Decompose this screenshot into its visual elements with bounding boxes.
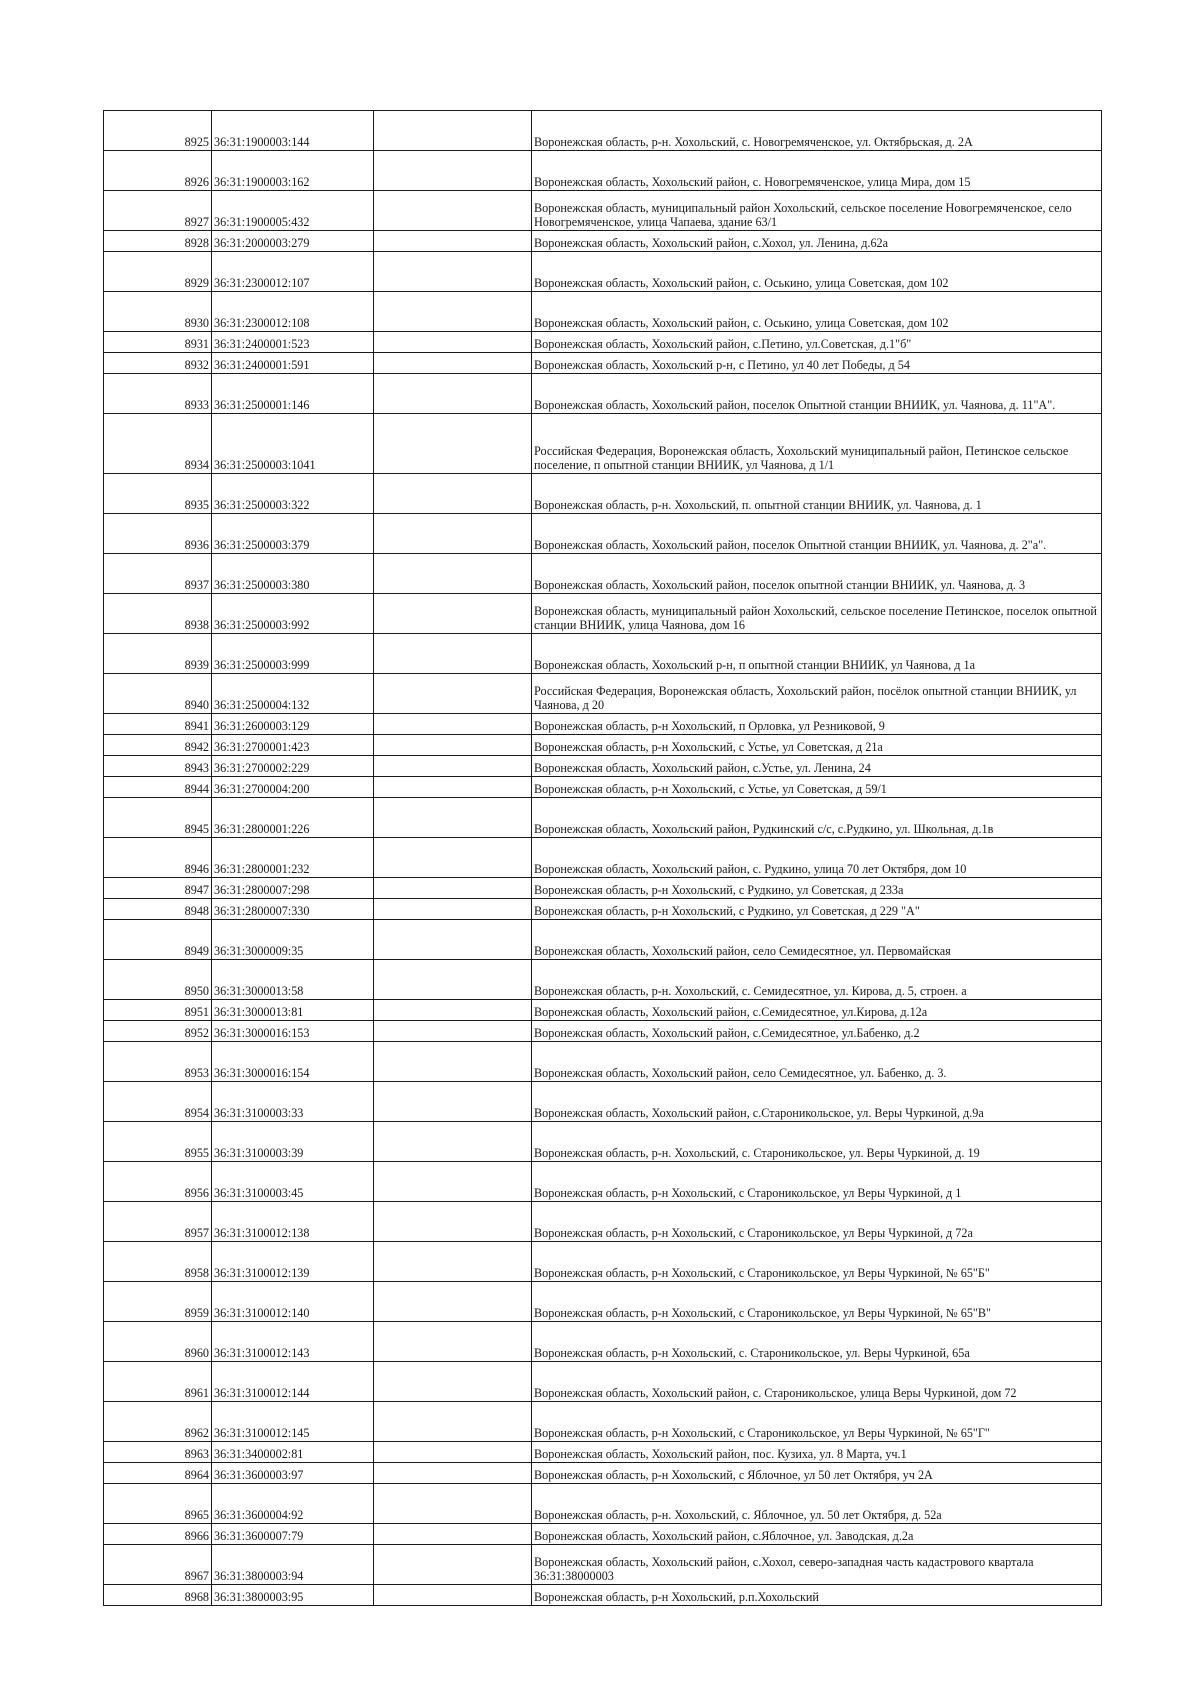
row-number-cell: 8929 — [104, 252, 212, 292]
cadastral-number-cell: 36:31:3000013:58 — [212, 960, 374, 1000]
table-row — [104, 514, 1102, 554]
empty-cell — [374, 151, 532, 191]
address-cell: Воронежская область, Хохольский р-н, с Петино, ул 40 лет Победы, д 54 — [532, 353, 1102, 374]
row-number-cell: 8926 — [104, 151, 212, 191]
cadastral-number-cell: 36:31:2000003:279 — [212, 231, 374, 252]
table-row — [104, 191, 1102, 231]
empty-cell — [374, 899, 532, 920]
table-row — [104, 474, 1102, 514]
table-row — [104, 878, 1102, 899]
address-cell: Воронежская область, р-н Хохольский, с Рудкино, ул Советская, д 229 "А" — [532, 899, 1102, 920]
row-number-cell: 8941 — [104, 714, 212, 735]
row-number-cell: 8964 — [104, 1463, 212, 1484]
registry-table-body — [104, 111, 1102, 1606]
row-number-cell: 8939 — [104, 634, 212, 674]
row-number-cell: 8948 — [104, 899, 212, 920]
cadastral-number-cell: 36:31:2800007:330 — [212, 899, 374, 920]
cadastral-number-cell: 36:31:3600004:92 — [212, 1484, 374, 1524]
empty-cell — [374, 1524, 532, 1545]
empty-cell — [374, 554, 532, 594]
cadastral-number-cell: 36:31:2600003:129 — [212, 714, 374, 735]
address-cell: Воронежская область, Хохольский район, с.Хохол, северо-западная часть кадастрового квартала 36:31:38000003 — [532, 1545, 1102, 1585]
row-number-cell: 8942 — [104, 735, 212, 756]
table-row — [104, 1402, 1102, 1442]
row-number-cell: 8931 — [104, 332, 212, 353]
empty-cell — [374, 756, 532, 777]
table-row — [104, 899, 1102, 920]
row-number-cell: 8968 — [104, 1585, 212, 1606]
row-number-cell: 8950 — [104, 960, 212, 1000]
cadastral-number-cell: 36:31:3600007:79 — [212, 1524, 374, 1545]
table-row — [104, 634, 1102, 674]
empty-cell — [374, 1082, 532, 1122]
address-cell: Воронежская область, р-н Хохольский, с Яблочное, ул 50 лет Октября, уч 2А — [532, 1463, 1102, 1484]
cadastral-number-cell: 36:31:3100012:138 — [212, 1202, 374, 1242]
row-number-cell: 8962 — [104, 1402, 212, 1442]
table-row — [104, 777, 1102, 798]
empty-cell — [374, 231, 532, 252]
table-row — [104, 1082, 1102, 1122]
cadastral-number-cell: 36:31:2700002:229 — [212, 756, 374, 777]
table-row — [104, 1042, 1102, 1082]
empty-cell — [374, 1484, 532, 1524]
empty-cell — [374, 920, 532, 960]
empty-cell — [374, 1322, 532, 1362]
row-number-cell: 8944 — [104, 777, 212, 798]
cadastral-number-cell: 36:31:3100003:33 — [212, 1082, 374, 1122]
row-number-cell: 8938 — [104, 594, 212, 634]
empty-cell — [374, 1021, 532, 1042]
cadastral-number-cell: 36:31:3000016:154 — [212, 1042, 374, 1082]
cadastral-number-cell: 36:31:3400002:81 — [212, 1442, 374, 1463]
address-cell: Воронежская область, муниципальный район Хохольский, сельское поселение Петинское, поселок опытной станции ВНИИК, улица Чаянова, дом 16 — [532, 594, 1102, 634]
cadastral-number-cell: 36:31:2500003:379 — [212, 514, 374, 554]
empty-cell — [374, 1242, 532, 1282]
address-cell: Воронежская область, р-н Хохольский, с. Староникольское, ул. Веры Чуркиной, 65а — [532, 1322, 1102, 1362]
cadastral-number-cell: 36:31:3000016:153 — [212, 1021, 374, 1042]
cadastral-number-cell: 36:31:2800001:232 — [212, 838, 374, 878]
row-number-cell: 8930 — [104, 292, 212, 332]
address-cell: Воронежская область, Хохольский район, село Семидесятное, ул. Бабенко, д. 3. — [532, 1042, 1102, 1082]
table-row — [104, 231, 1102, 252]
cadastral-number-cell: 36:31:1900003:162 — [212, 151, 374, 191]
row-number-cell: 8952 — [104, 1021, 212, 1042]
table-row — [104, 1484, 1102, 1524]
address-cell: Воронежская область, Хохольский район, с.Яблочное, ул. Заводская, д.2а — [532, 1524, 1102, 1545]
row-number-cell: 8932 — [104, 353, 212, 374]
address-cell: Воронежская область, р-н. Хохольский, с. Семидесятное, ул. Кирова, д. 5, строен. а — [532, 960, 1102, 1000]
table-row — [104, 414, 1102, 474]
table-row — [104, 674, 1102, 714]
address-cell: Воронежская область, р-н. Хохольский, п. опытной станции ВНИИК, ул. Чаянова, д. 1 — [532, 474, 1102, 514]
cadastral-number-cell: 36:31:2700004:200 — [212, 777, 374, 798]
empty-cell — [374, 353, 532, 374]
empty-cell — [374, 414, 532, 474]
empty-cell — [374, 878, 532, 899]
address-cell: Воронежская область, Хохольский район, с. Оськино, улица Советская, дом 102 — [532, 252, 1102, 292]
empty-cell — [374, 191, 532, 231]
address-cell: Воронежская область, Хохольский район, Рудкинский с/с, с.Рудкино, ул. Школьная, д.1в — [532, 798, 1102, 838]
row-number-cell: 8958 — [104, 1242, 212, 1282]
cadastral-number-cell: 36:31:3800003:94 — [212, 1545, 374, 1585]
cadastral-number-cell: 36:31:3800003:95 — [212, 1585, 374, 1606]
table-row — [104, 1021, 1102, 1042]
cadastral-number-cell: 36:31:2500003:1041 — [212, 414, 374, 474]
row-number-cell: 8965 — [104, 1484, 212, 1524]
empty-cell — [374, 798, 532, 838]
cadastral-number-cell: 36:31:3100012:144 — [212, 1362, 374, 1402]
row-number-cell: 8933 — [104, 374, 212, 414]
table-row — [104, 1524, 1102, 1545]
address-cell: Воронежская область, Хохольский район, поселок Опытной станции ВНИИК, ул. Чаянова, д. 2"а". — [532, 514, 1102, 554]
table-row — [104, 374, 1102, 414]
row-number-cell: 8947 — [104, 878, 212, 899]
address-cell: Воронежская область, р-н Хохольский, р.п.Хохольский — [532, 1585, 1102, 1606]
row-number-cell: 8937 — [104, 554, 212, 594]
table-row — [104, 332, 1102, 353]
address-cell: Воронежская область, Хохольский район, с.Хохол, ул. Ленина, д.62а — [532, 231, 1102, 252]
empty-cell — [374, 960, 532, 1000]
empty-cell — [374, 1545, 532, 1585]
table-row — [104, 554, 1102, 594]
empty-cell — [374, 674, 532, 714]
cadastral-number-cell: 36:31:2500003:322 — [212, 474, 374, 514]
cadastral-number-cell: 36:31:2500001:146 — [212, 374, 374, 414]
cadastral-number-cell: 36:31:2500003:380 — [212, 554, 374, 594]
empty-cell — [374, 374, 532, 414]
empty-cell — [374, 1122, 532, 1162]
empty-cell — [374, 474, 532, 514]
table-row — [104, 1585, 1102, 1606]
table-row — [104, 838, 1102, 878]
cadastral-number-cell: 36:31:2500003:999 — [212, 634, 374, 674]
cadastral-number-cell: 36:31:3100012:140 — [212, 1282, 374, 1322]
table-row — [104, 1122, 1102, 1162]
cadastral-number-cell: 36:31:3100003:45 — [212, 1162, 374, 1202]
address-cell: Воронежская область, р-н Хохольский, с Староникольское, ул Веры Чуркиной, д 1 — [532, 1162, 1102, 1202]
row-number-cell: 8940 — [104, 674, 212, 714]
table-row — [104, 714, 1102, 735]
empty-cell — [374, 252, 532, 292]
row-number-cell: 8927 — [104, 191, 212, 231]
cadastral-number-cell: 36:31:2700001:423 — [212, 735, 374, 756]
address-cell: Воронежская область, Хохольский район, поселок опытной станции ВНИИК, ул. Чаянова, д. 3 — [532, 554, 1102, 594]
empty-cell — [374, 634, 532, 674]
address-cell: Воронежская область, р-н Хохольский, с Староникольское, ул Веры Чуркиной, д 72а — [532, 1202, 1102, 1242]
row-number-cell: 8953 — [104, 1042, 212, 1082]
address-cell: Воронежская область, Хохольский район, с. Староникольское, улица Веры Чуркиной, дом 72 — [532, 1362, 1102, 1402]
address-cell: Воронежская область, Хохольский р-н, п опытной станции ВНИИК, ул Чаянова, д 1а — [532, 634, 1102, 674]
address-cell: Воронежская область, р-н Хохольский, п Орловка, ул Резниковой, 9 — [532, 714, 1102, 735]
property-registry-table — [103, 110, 1102, 1606]
empty-cell — [374, 1463, 532, 1484]
row-number-cell: 8951 — [104, 1000, 212, 1021]
address-cell: Воронежская область, р-н Хохольский, с Староникольское, ул Веры Чуркиной, № 65"Г" — [532, 1402, 1102, 1442]
empty-cell — [374, 777, 532, 798]
table-row — [104, 252, 1102, 292]
address-cell: Воронежская область, Хохольский район, поселок Опытной станции ВНИИК, ул. Чаянова, д. 11"А". — [532, 374, 1102, 414]
table-row — [104, 1162, 1102, 1202]
table-row — [104, 1322, 1102, 1362]
cadastral-number-cell: 36:31:2400001:591 — [212, 353, 374, 374]
table-row — [104, 1362, 1102, 1402]
cadastral-number-cell: 36:31:2800007:298 — [212, 878, 374, 899]
cadastral-number-cell: 36:31:2500004:132 — [212, 674, 374, 714]
row-number-cell: 8934 — [104, 414, 212, 474]
row-number-cell: 8960 — [104, 1322, 212, 1362]
address-cell: Воронежская область, Хохольский район, село Семидесятное, ул. Первомайская — [532, 920, 1102, 960]
table-row — [104, 1282, 1102, 1322]
row-number-cell: 8946 — [104, 838, 212, 878]
table-row — [104, 111, 1102, 151]
row-number-cell: 8935 — [104, 474, 212, 514]
table-row — [104, 735, 1102, 756]
address-cell: Воронежская область, муниципальный район Хохольский, сельское поселение Новогремяченское, село Новогремяченское, улица Чапаева, здание 63/1 — [532, 191, 1102, 231]
row-number-cell: 8945 — [104, 798, 212, 838]
cadastral-number-cell: 36:31:2500003:992 — [212, 594, 374, 634]
empty-cell — [374, 1585, 532, 1606]
empty-cell — [374, 1282, 532, 1322]
address-cell: Воронежская область, Хохольский район, с.Семидесятное, ул.Бабенко, д.2 — [532, 1021, 1102, 1042]
empty-cell — [374, 1162, 532, 1202]
address-cell: Воронежская область, Хохольский район, с.Староникольское, ул. Веры Чуркиной, д.9а — [532, 1082, 1102, 1122]
address-cell: Воронежская область, Хохольский район, с.Устье, ул. Ленина, 24 — [532, 756, 1102, 777]
empty-cell — [374, 1202, 532, 1242]
cadastral-number-cell: 36:31:3100012:145 — [212, 1402, 374, 1442]
cadastral-number-cell: 36:31:2300012:107 — [212, 252, 374, 292]
row-number-cell: 8936 — [104, 514, 212, 554]
row-number-cell: 8954 — [104, 1082, 212, 1122]
address-cell: Воронежская область, р-н Хохольский, с Устье, ул Советская, д 21а — [532, 735, 1102, 756]
empty-cell — [374, 735, 532, 756]
row-number-cell: 8956 — [104, 1162, 212, 1202]
address-cell: Российская Федерация, Воронежская область, Хохольский район, посёлок опытной станции ВНИИК, ул Чаянова, д 20 — [532, 674, 1102, 714]
cadastral-number-cell: 36:31:3600003:97 — [212, 1463, 374, 1484]
table-row — [104, 594, 1102, 634]
empty-cell — [374, 514, 532, 554]
row-number-cell: 8957 — [104, 1202, 212, 1242]
table-row — [104, 1000, 1102, 1021]
table-row — [104, 292, 1102, 332]
address-cell: Российская Федерация, Воронежская область, Хохольский муниципальный район, Петинское сельское поселение, п опытной станции ВНИИК, ул Чаянова, д 1/1 — [532, 414, 1102, 474]
cadastral-number-cell: 36:31:3100003:39 — [212, 1122, 374, 1162]
row-number-cell: 8963 — [104, 1442, 212, 1463]
row-number-cell: 8928 — [104, 231, 212, 252]
empty-cell — [374, 292, 532, 332]
table-row — [104, 960, 1102, 1000]
table-row — [104, 1202, 1102, 1242]
row-number-cell: 8955 — [104, 1122, 212, 1162]
address-cell: Воронежская область, р-н. Хохольский, с. Новогремяченское, ул. Октябрьская, д. 2А — [532, 111, 1102, 151]
table-row — [104, 151, 1102, 191]
address-cell: Воронежская область, р-н Хохольский, с Рудкино, ул Советская, д 233а — [532, 878, 1102, 899]
empty-cell — [374, 1442, 532, 1463]
empty-cell — [374, 111, 532, 151]
table-row — [104, 1242, 1102, 1282]
address-cell: Воронежская область, Хохольский район, пос. Кузиха, ул. 8 Марта, уч.1 — [532, 1442, 1102, 1463]
address-cell: Воронежская область, р-н. Хохольский, с. Яблочное, ул. 50 лет Октября, д. 52а — [532, 1484, 1102, 1524]
empty-cell — [374, 1402, 532, 1442]
cadastral-number-cell: 36:31:1900005:432 — [212, 191, 374, 231]
cadastral-number-cell: 36:31:3000013:81 — [212, 1000, 374, 1021]
row-number-cell: 8949 — [104, 920, 212, 960]
address-cell: Воронежская область, р-н Хохольский, с Устье, ул Советская, д 59/1 — [532, 777, 1102, 798]
address-cell: Воронежская область, р-н Хохольский, с Староникольское, ул Веры Чуркиной, № 65"Б" — [532, 1242, 1102, 1282]
table-row — [104, 756, 1102, 777]
row-number-cell: 8959 — [104, 1282, 212, 1322]
cadastral-number-cell: 36:31:3000009:35 — [212, 920, 374, 960]
address-cell: Воронежская область, Хохольский район, с. Рудкино, улица 70 лет Октября, дом 10 — [532, 838, 1102, 878]
empty-cell — [374, 332, 532, 353]
empty-cell — [374, 838, 532, 878]
address-cell: Воронежская область, Хохольский район, с.Семидесятное, ул.Кирова, д.12а — [532, 1000, 1102, 1021]
address-cell: Воронежская область, р-н. Хохольский, с. Староникольское, ул. Веры Чуркиной, д. 19 — [532, 1122, 1102, 1162]
address-cell: Воронежская область, р-н Хохольский, с Староникольское, ул Веры Чуркиной, № 65"В" — [532, 1282, 1102, 1322]
table-row — [104, 1442, 1102, 1463]
cadastral-number-cell: 36:31:2800001:226 — [212, 798, 374, 838]
address-cell: Воронежская область, Хохольский район, с. Оськино, улица Советская, дом 102 — [532, 292, 1102, 332]
empty-cell — [374, 594, 532, 634]
row-number-cell: 8961 — [104, 1362, 212, 1402]
cadastral-number-cell: 36:31:3100012:139 — [212, 1242, 374, 1282]
table-row — [104, 798, 1102, 838]
table-row — [104, 1463, 1102, 1484]
address-cell: Воронежская область, Хохольский район, с.Петино, ул.Советская, д.1"б" — [532, 332, 1102, 353]
cadastral-number-cell: 36:31:2300012:108 — [212, 292, 374, 332]
row-number-cell: 8967 — [104, 1545, 212, 1585]
empty-cell — [374, 1000, 532, 1021]
row-number-cell: 8925 — [104, 111, 212, 151]
cadastral-number-cell: 36:31:1900003:144 — [212, 111, 374, 151]
empty-cell — [374, 1362, 532, 1402]
address-cell: Воронежская область, Хохольский район, с. Новогремяченское, улица Мира, дом 15 — [532, 151, 1102, 191]
empty-cell — [374, 714, 532, 735]
table-row — [104, 353, 1102, 374]
row-number-cell: 8943 — [104, 756, 212, 777]
row-number-cell: 8966 — [104, 1524, 212, 1545]
empty-cell — [374, 1042, 532, 1082]
cadastral-number-cell: 36:31:3100012:143 — [212, 1322, 374, 1362]
table-row — [104, 920, 1102, 960]
table-row — [104, 1545, 1102, 1585]
cadastral-number-cell: 36:31:2400001:523 — [212, 332, 374, 353]
